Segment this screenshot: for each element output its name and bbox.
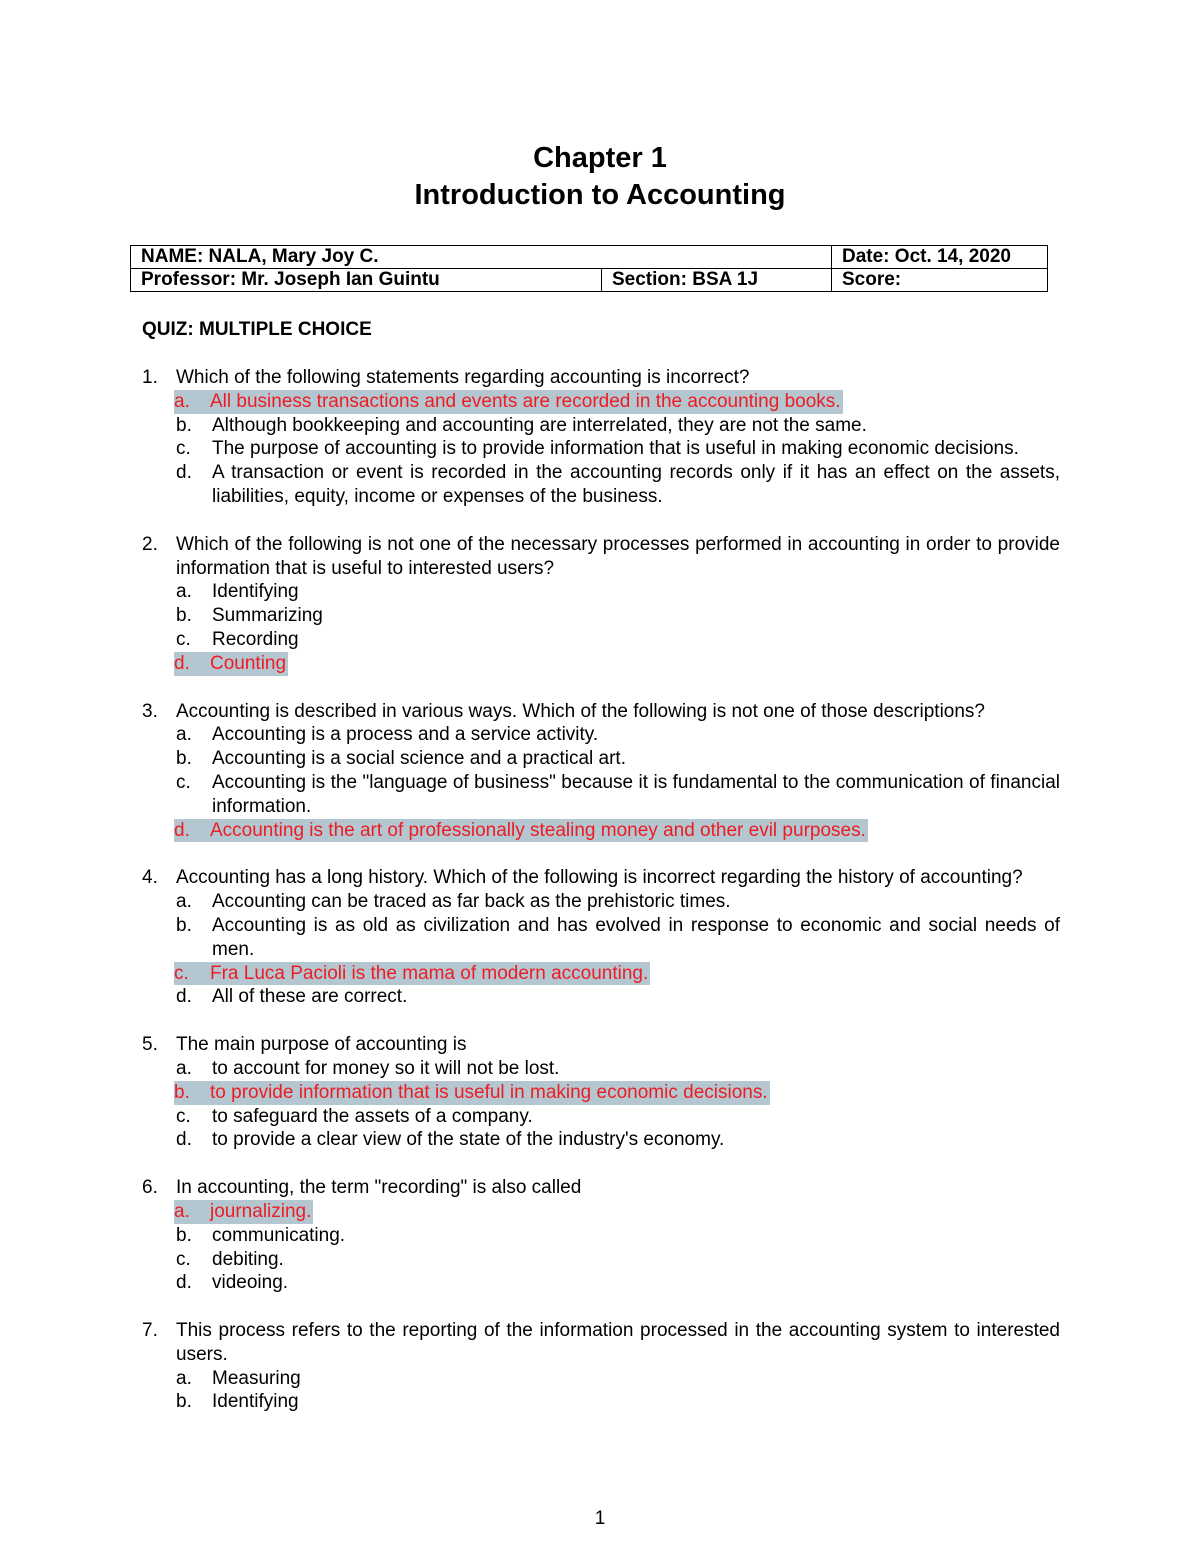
option-text-content: Accounting is the "language of business" because it is fundamental to the communication of financial information. bbox=[212, 771, 1060, 817]
question-number: 2. bbox=[142, 533, 158, 555]
option-text-content: to provide information that is useful in making economic decisions. bbox=[210, 1081, 768, 1103]
option-text bbox=[212, 1224, 1060, 1248]
quiz-date: Date: Oct. 14, 2020 bbox=[832, 246, 1048, 269]
question-text: Which of the following statements regarding accounting is incorrect? bbox=[176, 367, 750, 388]
option-text-content: Although bookkeeping and accounting are interrelated, they are not the same. bbox=[212, 414, 867, 436]
option-letter: d. bbox=[176, 986, 192, 1008]
option-letter: a. bbox=[174, 390, 190, 412]
option-letter: b. bbox=[176, 605, 192, 627]
correct-answer-highlight bbox=[174, 1081, 770, 1105]
option-text-content: Accounting is the art of professionally stealing money and other evil purposes. bbox=[210, 819, 866, 841]
option-text bbox=[212, 604, 1060, 628]
option-text-content: to safeguard the assets of a company. bbox=[212, 1105, 533, 1127]
question-item bbox=[142, 700, 1060, 843]
title-block bbox=[0, 140, 1200, 214]
answer-option-selected bbox=[176, 390, 1060, 414]
option-letter: d. bbox=[176, 1129, 192, 1151]
answer-option bbox=[176, 985, 1060, 1009]
option-letter: a. bbox=[176, 891, 192, 913]
correct-answer-highlight bbox=[174, 819, 868, 843]
answer-option bbox=[176, 628, 1060, 652]
option-text bbox=[212, 628, 1060, 652]
option-text-content: Identifying bbox=[212, 1391, 299, 1413]
option-text-content: communicating. bbox=[212, 1224, 346, 1246]
option-letter: c. bbox=[176, 771, 191, 793]
info-row bbox=[131, 246, 1048, 269]
option-text-content: Summarizing bbox=[212, 605, 323, 627]
answer-option bbox=[176, 1128, 1060, 1152]
page-number: 1 bbox=[594, 1508, 606, 1529]
question-stem bbox=[142, 1176, 1060, 1200]
question-number: 7. bbox=[142, 1320, 158, 1342]
answer-option-selected bbox=[176, 1081, 1060, 1105]
option-text bbox=[212, 437, 1060, 461]
option-letter: c. bbox=[174, 962, 189, 984]
option-text-content: Counting bbox=[210, 652, 287, 674]
answer-option bbox=[176, 1248, 1060, 1272]
option-text-content: Fra Luca Pacioli is the mama of modern accounting. bbox=[210, 962, 649, 984]
student-info-table bbox=[130, 245, 1048, 292]
student-name: NAME: NALA, Mary Joy C. bbox=[131, 246, 832, 269]
option-text-content: Measuring bbox=[212, 1367, 301, 1389]
question-text: Accounting is described in various ways. Which of the following is not one of those descriptions? bbox=[176, 700, 985, 722]
answer-option-selected bbox=[176, 1200, 1060, 1224]
question-item bbox=[142, 1176, 1060, 1295]
question-item bbox=[142, 866, 1060, 1009]
option-text-content: journalizing. bbox=[210, 1200, 312, 1222]
answer-option bbox=[176, 604, 1060, 628]
question-text: This process refers to the reporting of the information processed in the accounting system to interested users. bbox=[176, 1320, 1060, 1365]
question-stem bbox=[142, 1033, 1060, 1057]
answer-option bbox=[176, 580, 1060, 604]
option-letter: d. bbox=[174, 819, 190, 841]
question-item bbox=[142, 1033, 1060, 1152]
question-item bbox=[142, 1319, 1060, 1414]
question-number: 1. bbox=[142, 367, 158, 388]
option-text-content: videoing. bbox=[212, 1272, 289, 1294]
question-number: 6. bbox=[142, 1177, 158, 1199]
option-letter: a. bbox=[174, 1200, 190, 1222]
answer-option-selected bbox=[176, 819, 1060, 843]
option-text bbox=[212, 1105, 1060, 1129]
option-text bbox=[212, 1248, 1060, 1272]
option-text bbox=[212, 771, 1060, 819]
professor-name: Professor: Mr. Joseph Ian Guintu bbox=[131, 269, 602, 292]
option-letter: b. bbox=[176, 914, 192, 936]
option-letter: b. bbox=[176, 1224, 192, 1246]
question-number: 5. bbox=[142, 1034, 158, 1056]
question-stem bbox=[142, 866, 1060, 890]
option-text-content: All of these are correct. bbox=[212, 986, 408, 1008]
option-text-content: Identifying bbox=[212, 581, 299, 603]
option-letter: a. bbox=[176, 1057, 192, 1079]
option-text bbox=[212, 1128, 1060, 1152]
question-item bbox=[142, 366, 1060, 509]
answer-option bbox=[176, 890, 1060, 914]
option-letter: b. bbox=[176, 414, 192, 436]
correct-answer-highlight bbox=[174, 1200, 313, 1224]
option-letter: c. bbox=[176, 438, 191, 460]
answer-option bbox=[176, 723, 1060, 747]
answer-option bbox=[176, 1105, 1060, 1129]
option-text-content: to account for money so it will not be lost. bbox=[212, 1057, 560, 1079]
option-text-content: Accounting can be traced as far back as the prehistoric times. bbox=[212, 891, 731, 913]
option-letter: d. bbox=[176, 462, 192, 484]
info-row bbox=[131, 269, 1048, 292]
option-text-content: All business transactions and events are recorded in the accounting books. bbox=[210, 390, 841, 412]
option-text-content: to provide a clear view of the state of the industry's economy. bbox=[212, 1129, 725, 1151]
option-text bbox=[212, 461, 1060, 509]
correct-answer-highlight bbox=[174, 652, 288, 676]
answer-option-selected bbox=[176, 962, 1060, 986]
question-stem bbox=[142, 700, 1060, 724]
question-stem bbox=[142, 366, 1060, 390]
option-letter: c. bbox=[176, 1248, 191, 1270]
question-stem bbox=[142, 1319, 1060, 1367]
answer-option bbox=[176, 1224, 1060, 1248]
option-text-content: debiting. bbox=[212, 1248, 284, 1270]
answer-option bbox=[176, 1367, 1060, 1391]
answer-option bbox=[176, 461, 1060, 509]
option-text bbox=[212, 414, 1060, 438]
option-letter: a. bbox=[176, 581, 192, 603]
section: Section: BSA 1J bbox=[602, 269, 832, 292]
option-text-content: Accounting is a social science and a practical art. bbox=[212, 748, 626, 770]
question-text: Accounting has a long history. Which of the following is incorrect regarding the history of accounting? bbox=[176, 867, 1023, 889]
option-text bbox=[212, 1271, 1060, 1295]
question-number: 4. bbox=[142, 867, 158, 889]
option-letter: d. bbox=[174, 652, 190, 674]
option-text bbox=[212, 1390, 1060, 1414]
option-text-content: Recording bbox=[212, 628, 299, 650]
answer-option bbox=[176, 914, 1060, 962]
option-letter: d. bbox=[176, 1272, 192, 1294]
answer-option-selected bbox=[176, 652, 1060, 676]
option-text-content: The purpose of accounting is to provide information that is useful in making economic decisions. bbox=[212, 438, 1019, 460]
option-text bbox=[212, 914, 1060, 962]
quiz-section bbox=[142, 318, 1060, 1414]
answer-option bbox=[176, 1390, 1060, 1414]
score: Score: bbox=[832, 269, 1048, 292]
answer-option bbox=[176, 1271, 1060, 1295]
quiz-heading: QUIZ: MULTIPLE CHOICE bbox=[142, 319, 372, 340]
option-text bbox=[212, 580, 1060, 604]
option-letter: b. bbox=[176, 1391, 192, 1413]
answer-option bbox=[176, 414, 1060, 438]
correct-answer-highlight bbox=[174, 390, 843, 414]
chapter-title: Introduction to Accounting bbox=[414, 179, 786, 211]
question-number: 3. bbox=[142, 700, 158, 722]
option-text-content: Accounting is a process and a service activity. bbox=[212, 724, 599, 746]
option-text bbox=[212, 985, 1060, 1009]
question-list bbox=[142, 366, 1060, 1414]
correct-answer-highlight bbox=[174, 962, 650, 986]
option-letter: b. bbox=[176, 748, 192, 770]
option-text bbox=[212, 1367, 1060, 1391]
answer-option bbox=[176, 437, 1060, 461]
question-stem bbox=[142, 533, 1060, 581]
option-text bbox=[212, 890, 1060, 914]
answer-option bbox=[176, 1057, 1060, 1081]
option-text bbox=[212, 723, 1060, 747]
answer-option bbox=[176, 747, 1060, 771]
option-text-content: Accounting is as old as civilization and has evolved in response to economic and social needs of men. bbox=[212, 914, 1060, 960]
question-text: The main purpose of accounting is bbox=[176, 1034, 467, 1056]
option-text bbox=[212, 747, 1060, 771]
answer-option bbox=[176, 771, 1060, 819]
option-letter: c. bbox=[176, 628, 191, 650]
option-letter: a. bbox=[176, 724, 192, 746]
option-text bbox=[212, 1057, 1060, 1081]
option-letter: c. bbox=[176, 1105, 191, 1127]
option-letter: a. bbox=[176, 1367, 192, 1389]
question-item bbox=[142, 533, 1060, 676]
chapter-heading: Chapter 1 bbox=[533, 142, 667, 174]
option-text-content: A transaction or event is recorded in the accounting records only if it has an effect on the assets, liabilities, equity, income or expenses of the business. bbox=[212, 462, 1060, 507]
question-text: Which of the following is not one of the necessary processes performed in accounting in order to provide information that is useful to interested users? bbox=[176, 533, 1060, 579]
option-letter: b. bbox=[174, 1081, 190, 1103]
question-text: In accounting, the term "recording" is also called bbox=[176, 1177, 582, 1199]
